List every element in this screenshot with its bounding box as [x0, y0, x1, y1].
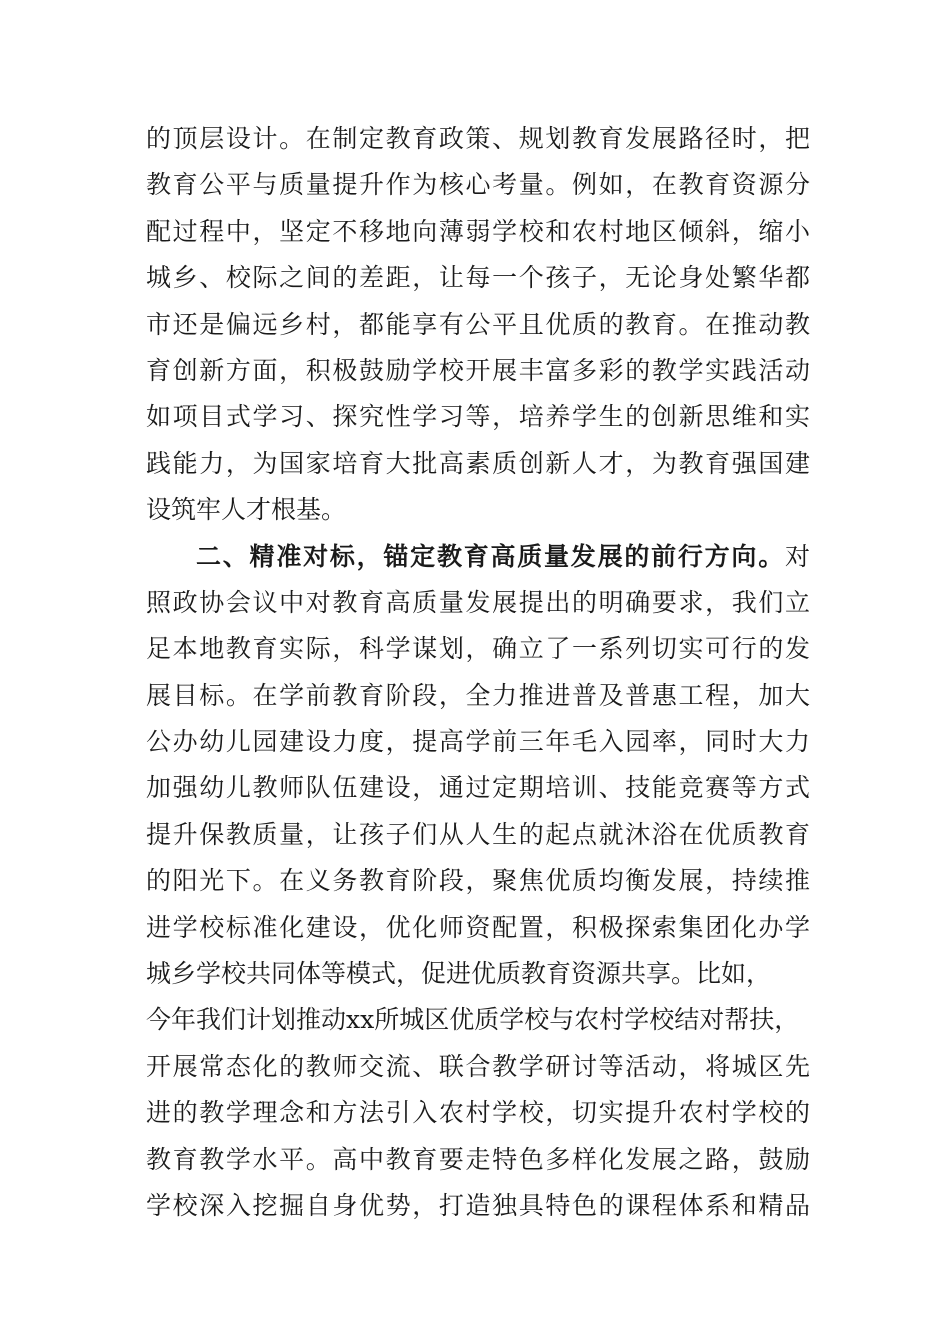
text-line: 公办幼儿园建设力度，提高学前三年毛入园率，同时大力 [146, 727, 810, 757]
text-line: 设筑牢人才根基。 [146, 495, 347, 525]
text-line: 配过程中，坚定不移地向薄弱学校和农村地区倾斜，缩小 [146, 216, 810, 246]
paragraph-1 [146, 116, 810, 534]
text-line: 进的教学理念和方法引入农村学校，切实提升农村学校的 [146, 1098, 810, 1128]
text-line: 提升保教质量，让孩子们从人生的起点就沐浴在优质教育 [146, 819, 810, 849]
text-line: 教育公平与质量提升作为核心考量。例如，在教育资源分 [146, 170, 810, 200]
text-line: 今年我们计划推动xx所城区优质学校与农村学校结对帮扶， [146, 1005, 800, 1035]
text-line: 的阳光下。在义务教育阶段，聚焦优质均衡发展，持续推 [146, 866, 810, 896]
text-line: 市还是偏远乡村，都能享有公平且优质的教育。在推动教 [146, 309, 810, 339]
text-line: 开展常态化的教师交流、联合教学研讨等活动，将城区先 [146, 1051, 810, 1081]
text-line: 城乡、校际之间的差距，让每一个孩子，无论身处繁华都 [146, 263, 810, 293]
text-line: 如项目式学习、探究性学习等，培养学生的创新思维和实 [146, 402, 810, 432]
text-line: 教育教学水平。高中教育要走特色多样化发展之路，鼓励 [146, 1144, 810, 1174]
text-line: 城乡学校共同体等模式，促进优质教育资源共享。比如， [146, 959, 772, 989]
heading-trailing-text: 对 [784, 541, 810, 571]
paragraph-2 [146, 534, 810, 1230]
section-heading: 二、精准对标，锚定教育高质量发展的前行方向。 [196, 541, 785, 571]
text-line: 加强幼儿教师队伍建设，通过定期培训、技能竞赛等方式 [146, 773, 810, 803]
text-line: 育创新方面，积极鼓励学校开展丰富多彩的教学实践活动 [146, 355, 810, 385]
text-line: 照政协会议中对教育高质量发展提出的明确要求，我们立 [146, 587, 810, 617]
paragraph-2-first-line [146, 534, 810, 580]
text-line: 践能力，为国家培育大批高素质创新人才，为教育强国建 [146, 448, 810, 478]
text-line: 足本地教育实际，科学谋划，确立了一系列切实可行的发 [146, 634, 810, 664]
text-line: 的顶层设计。在制定教育政策、规划教育发展路径时，把 [146, 124, 810, 153]
text-line: 进学校标准化建设，优化师资配置，积极探索集团化办学 [146, 912, 810, 942]
text-line: 展目标。在学前教育阶段，全力推进普及普惠工程，加大 [146, 680, 810, 710]
text-line: 学校深入挖掘自身优势，打造独具特色的课程体系和精品 [146, 1190, 810, 1220]
body-text [146, 116, 810, 1229]
